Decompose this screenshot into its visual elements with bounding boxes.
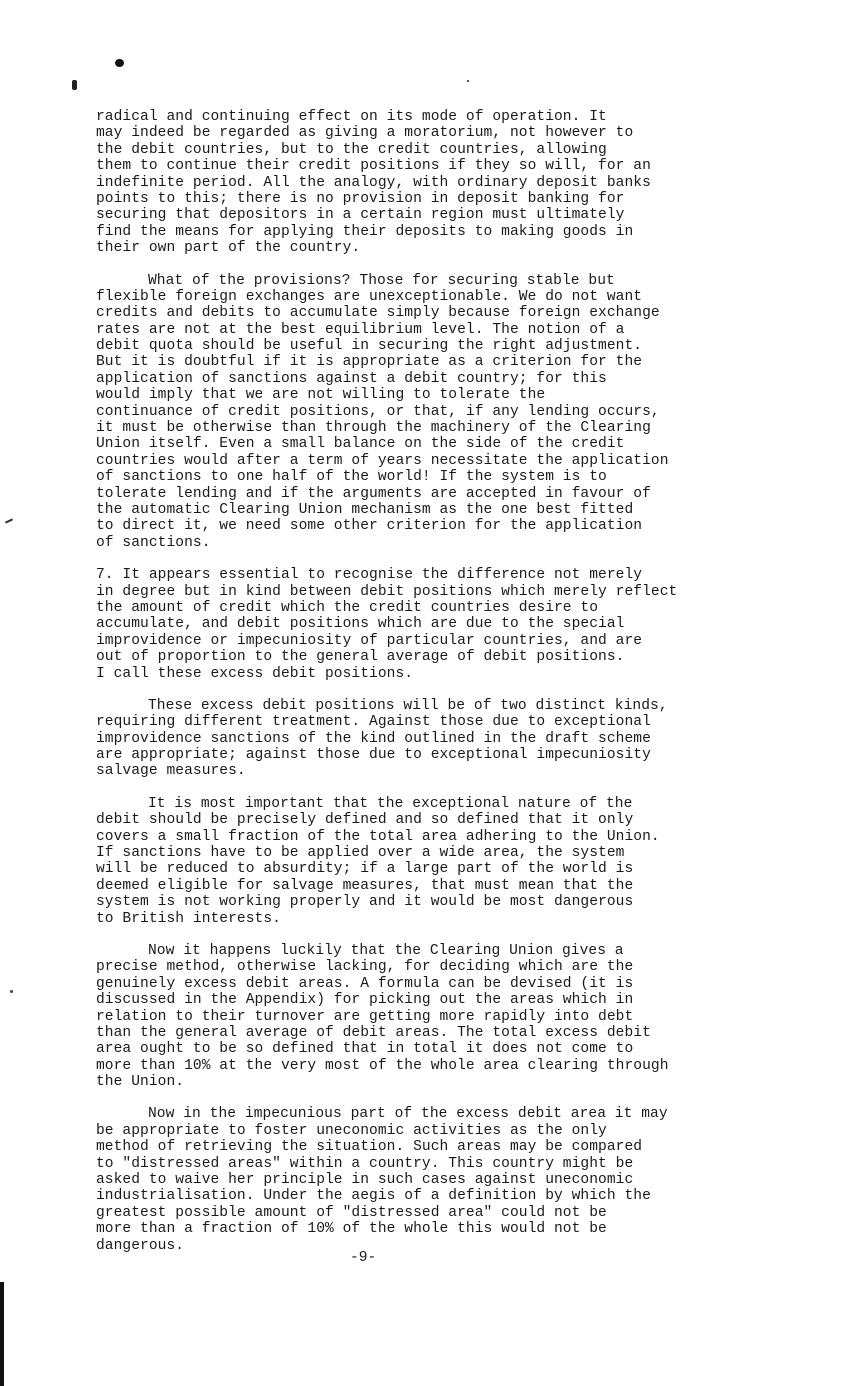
text-line: I call these excess debit positions.	[96, 665, 414, 682]
text-line: radical and continuing effect on its mode of operation. It	[96, 109, 607, 125]
text-line: the Union.	[96, 1074, 185, 1091]
margin-binding-bar	[0, 1282, 4, 1386]
margin-dot-mark	[10, 990, 13, 993]
text-line: accumulate, and debit positions which are due to the special	[96, 616, 625, 633]
text-line: Now it happens luckily that the Clearing Union gives a	[148, 942, 624, 959]
text-line: may indeed be regarded as giving a moratorium, not however to	[96, 125, 634, 142]
text-line: of sanctions.	[96, 534, 211, 551]
ink-tick-mark	[72, 80, 77, 90]
text-line: precise method, otherwise lacking, for deciding which are the	[96, 959, 634, 976]
text-line: industrialisation. Under the aegis of a definition by which the	[96, 1188, 651, 1205]
text-line: it must be otherwise than through the machinery of the Clearing	[96, 420, 651, 437]
text-line: the debit countries, but to the credit countries, allowing	[96, 141, 607, 158]
text-line: securing that depositors in a certain region must ultimately	[96, 207, 625, 224]
text-line: discussed in the Appendix) for picking out the areas which in	[96, 992, 634, 1009]
ink-speck-mark	[467, 80, 469, 82]
text-line: dangerous.	[96, 1237, 185, 1254]
text-line: points to this; there is no provision in deposit banking for	[96, 190, 625, 207]
text-line: Union itself. Even a small balance on the side of the credit	[96, 436, 625, 453]
text-line: improvidence or impecuniosity of particular countries, and are	[96, 632, 643, 649]
text-line: their own part of the country.	[96, 240, 361, 257]
text-line: If sanctions have to be applied over a wide area, the system	[96, 845, 625, 862]
text-line: requiring different treatment. Against those due to exceptional	[96, 714, 651, 731]
text-line: countries would after a term of years necessitate the application	[96, 452, 669, 469]
text-line: more than 10% at the very most of the whole area clearing through	[96, 1057, 669, 1074]
text-line: deemed eligible for salvage measures, that must mean that the	[96, 877, 634, 894]
text-line: more than a fraction of 10% of the whole this would not be	[96, 1221, 607, 1238]
text-line: It is most important that the exceptional nature of the	[148, 795, 633, 812]
text-line: rates are not at the best equilibrium level. The notion of a	[96, 321, 625, 338]
text-line: will be reduced to absurdity; if a large part of the world is	[96, 861, 634, 878]
text-line: 7. It appears essential to recognise the difference not merely	[96, 567, 643, 584]
text-line: But it is doubtful if it is appropriate as a criterion for the	[96, 354, 643, 371]
paragraph-4	[96, 698, 756, 780]
text-line: area ought to be so defined that in total it does not come to	[96, 1041, 634, 1058]
text-line: application of sanctions against a debit country; for this	[96, 370, 607, 387]
text-line: the automatic Clearing Union mechanism as the one best fitted	[96, 501, 634, 518]
text-line: to "distressed areas" within a country. This country might be	[96, 1155, 634, 1172]
paragraph-7	[96, 1106, 756, 1254]
margin-dash-mark	[5, 518, 13, 523]
text-line: would imply that we are not willing to tolerate the	[96, 387, 546, 404]
text-line: salvage measures.	[96, 763, 246, 780]
text-line: asked to waive her principle in such cases against uneconomic	[96, 1172, 634, 1189]
text-line: method of retrieving the situation. Such areas may be compared	[96, 1139, 643, 1156]
text-line: flexible foreign exchanges are unexceptionable. We do not want	[96, 288, 643, 305]
text-line: out of proportion to the general average of debit positions.	[96, 649, 625, 666]
text-line: are appropriate; against those due to exceptional impecuniosity	[96, 747, 651, 764]
text-line: them to continue their credit positions if they so will, for an	[96, 158, 651, 175]
text-line: genuinely excess debit areas. A formula can be devised (it is	[96, 975, 634, 992]
text-line: Now in the impecunious part of the excess debit area it may	[148, 1106, 668, 1123]
text-line: continuance of credit positions, or that, if any lending occurs,	[96, 403, 660, 420]
paragraph-6	[96, 943, 756, 1091]
ink-dot-mark	[115, 59, 124, 67]
text-line: of sanctions to one half of the world! If the system is to	[96, 469, 607, 486]
text-line: credits and debits to accumulate simply because foreign exchange	[96, 305, 660, 322]
text-line: tolerate lending and if the arguments are accepted in favour of	[96, 485, 651, 502]
text-line: find the means for applying their deposits to making goods in	[96, 223, 634, 240]
text-line: system is not working properly and it would be most dangerous	[96, 894, 634, 911]
paragraph-5	[96, 796, 756, 927]
text-line: covers a small fraction of the total area adhering to the Union.	[96, 828, 660, 845]
text-line: debit should be precisely defined and so defined that it only	[96, 812, 634, 829]
paragraph-3	[96, 567, 756, 682]
page-number: -9-	[350, 1250, 377, 1266]
text-line: in degree but in kind between debit positions which merely reflect	[96, 583, 678, 600]
text-line: to British interests.	[96, 910, 281, 927]
paragraph-1	[96, 109, 756, 257]
text-line: than the general average of debit areas. The total excess debit	[96, 1024, 651, 1041]
text-line: debit quota should be useful in securing the right adjustment.	[96, 338, 643, 355]
text-line: improvidence sanctions of the kind outlined in the draft scheme	[96, 730, 651, 747]
text-line: be appropriate to foster uneconomic activities as the only	[96, 1122, 607, 1139]
text-line: These excess debit positions will be of two distinct kinds,	[148, 697, 668, 714]
text-line: the amount of credit which the credit countries desire to	[96, 599, 599, 616]
body-text	[96, 109, 756, 1254]
paragraph-2	[96, 273, 756, 552]
text-line: What of the provisions? Those for securing stable but	[148, 272, 615, 289]
text-line: indefinite period. All the analogy, with ordinary deposit banks	[96, 174, 651, 191]
text-line: greatest possible amount of "distressed area" could not be	[96, 1204, 607, 1221]
text-line: to direct it, we need some other criterion for the application	[96, 518, 643, 535]
text-line: relation to their turnover are getting more rapidly into debt	[96, 1008, 634, 1025]
